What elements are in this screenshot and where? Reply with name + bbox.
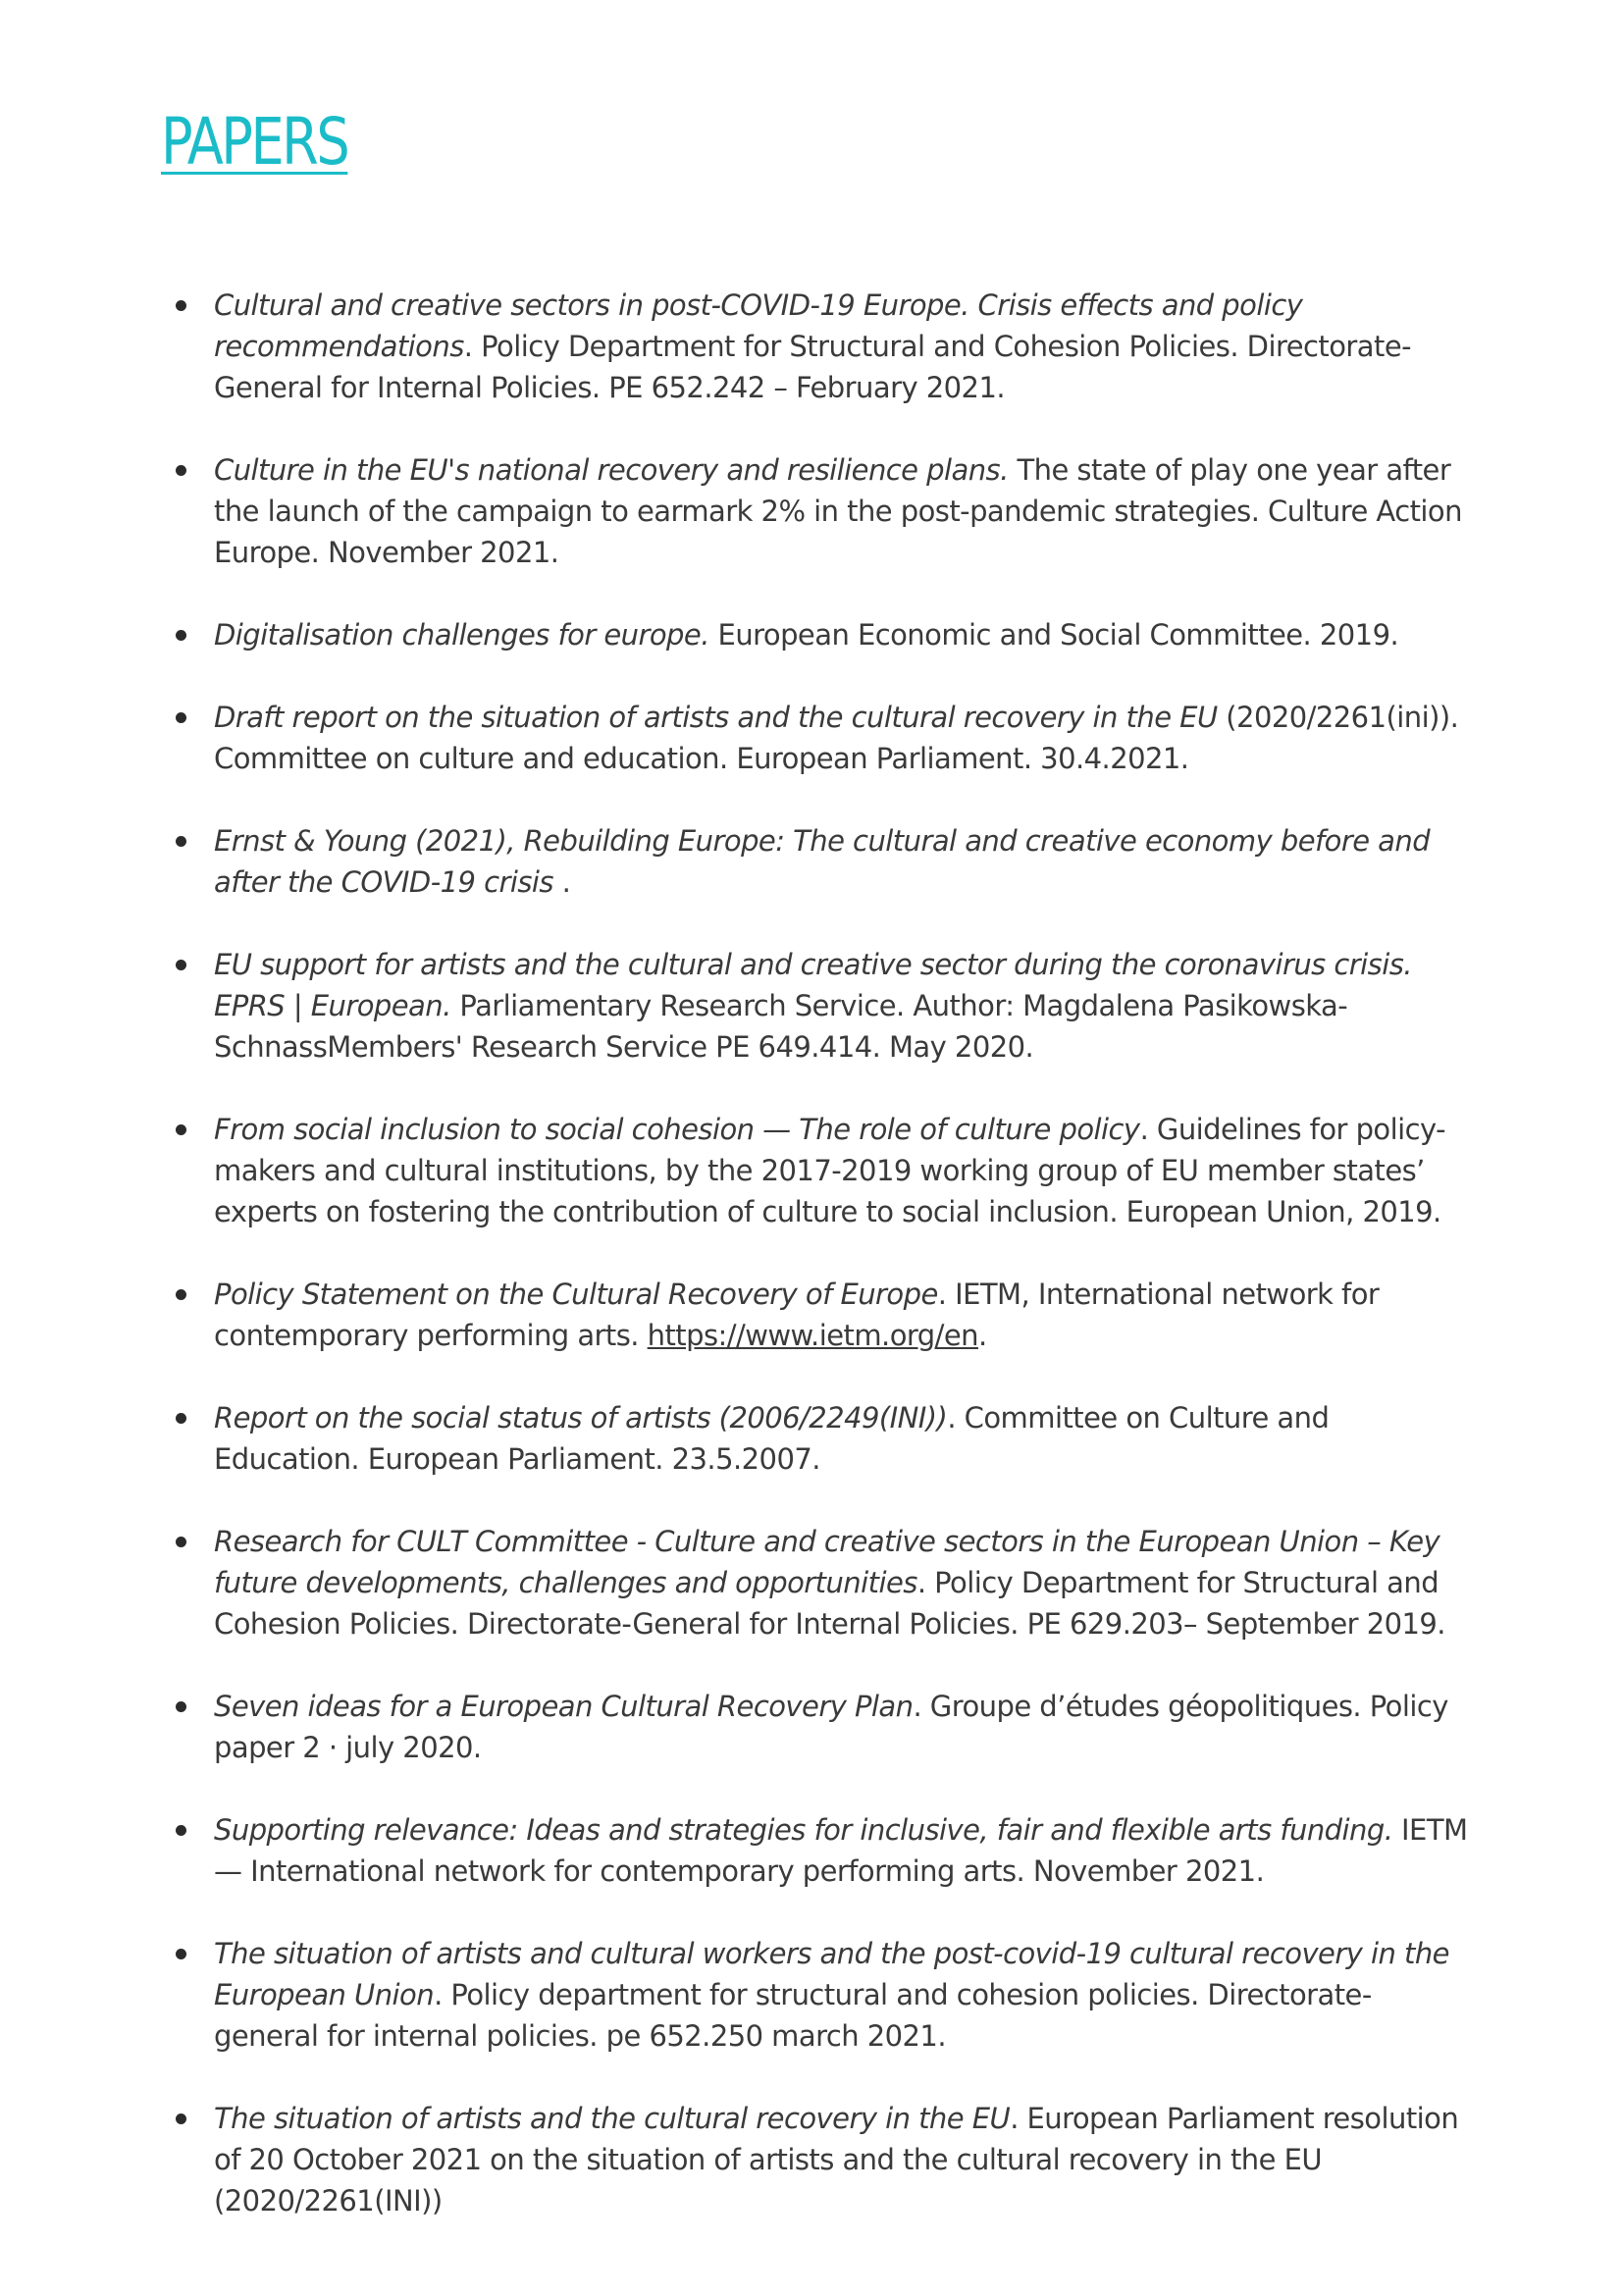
reference-item bbox=[167, 1809, 1472, 1892]
reference-details: . Groupe d’études géopolitiques. Policy paper 2 · july 2020. bbox=[214, 1690, 1448, 1764]
reference-item bbox=[167, 697, 1472, 779]
bullet-icon bbox=[176, 300, 186, 311]
reference-details: . Policy department for structural and cohesion policies. Directorate-general for internal policies. pe 652.250 march 2021. bbox=[214, 1978, 1372, 2053]
reference-details: European Economic and Social Committee. 2019. bbox=[708, 618, 1399, 652]
reference-trailing-text: . bbox=[977, 1319, 987, 1352]
reference-details: . Policy Department for Structural and Cohesion Policies. Directorate-General for Internal Policies. PE 629.203– September 2019. bbox=[214, 1566, 1445, 1641]
bullet-icon bbox=[176, 1949, 186, 1959]
reference-title: Draft report on the situation of artists and the cultural recovery in the EU bbox=[214, 701, 1218, 734]
bullet-icon bbox=[176, 1124, 186, 1135]
page-title[interactable] bbox=[161, 104, 348, 180]
reference-title: From social inclusion to social cohesion — The role of culture policy bbox=[214, 1113, 1140, 1146]
reference-item bbox=[167, 1397, 1472, 1480]
reference-item bbox=[167, 449, 1472, 573]
reference-details: Parliamentary Research Service. Author: Magdalena Pasikowska-SchnassMembers' Research Service PE 649.414. May 2020. bbox=[214, 989, 1348, 1064]
reference-details: . Committee on Culture and Education. European Parliament. 23.5.2007. bbox=[214, 1401, 1330, 1476]
reference-details: IETM — International network for contemporary performing arts. November 2021. bbox=[214, 1813, 1468, 1888]
reference-title: The situation of artists and cultural workers and the post-covid-19 cultural recovery in the European Union bbox=[214, 1937, 1449, 2011]
bullet-icon bbox=[176, 465, 186, 476]
reference-details: . Policy Department for Structural and Cohesion Policies. Directorate-General for Internal Policies. PE 652.242 – February 2021. bbox=[214, 330, 1412, 404]
reference-details: . Guidelines for policy-makers and cultural institutions, by the 2017-2019 working group of EU member states’ experts on fostering the contribution of culture to social inclusion. European Union, 2019. bbox=[214, 1113, 1446, 1228]
reference-link[interactable]: https://www.ietm.org/en bbox=[647, 1319, 978, 1352]
bullet-icon bbox=[176, 630, 186, 641]
reference-details: The state of play one year after the launch of the campaign to earmark 2% in the post-pandemic strategies. Culture Action Europe. November 2021. bbox=[214, 453, 1462, 569]
reference-item bbox=[167, 820, 1472, 903]
reference-title: The situation of artists and the cultural recovery in the EU bbox=[214, 2102, 1011, 2135]
reference-title: Supporting relevance: Ideas and strategies for inclusive, fair and flexible arts funding. bbox=[214, 1813, 1393, 1847]
reference-item bbox=[167, 1109, 1472, 1232]
reference-details: . European Parliament resolution of 20 October 2021 on the situation of artists and the cultural recovery in the EU (2020/2261(INI)) bbox=[214, 2102, 1459, 2218]
reference-title: Ernst & Young (2021), Rebuilding Europe: The cultural and creative economy before and after the COVID-19 crisis bbox=[214, 824, 1431, 899]
bullet-icon bbox=[176, 712, 186, 723]
reference-item bbox=[167, 1521, 1472, 1644]
papers-heading-link[interactable]: PAPERS bbox=[161, 104, 348, 180]
reference-title: Seven ideas for a European Cultural Recovery Plan bbox=[214, 1690, 914, 1723]
reference-title: Report on the social status of artists (2006/2249(INI)) bbox=[214, 1401, 948, 1435]
references-list bbox=[167, 285, 1472, 2263]
bullet-icon bbox=[176, 1825, 186, 1836]
reference-details: (2020/2261(ini)). Committee on culture and education. European Parliament. 30.4.2021. bbox=[214, 701, 1459, 775]
bullet-icon bbox=[176, 960, 186, 970]
bullet-icon bbox=[176, 1413, 186, 1424]
bullet-icon bbox=[176, 1701, 186, 1712]
bullet-icon bbox=[176, 836, 186, 847]
reference-title: EU support for artists and the cultural and creative sector during the coronavirus crisis. EPRS | European. bbox=[214, 948, 1412, 1022]
reference-item bbox=[167, 1274, 1472, 1356]
reference-title: Culture in the EU's national recovery and resilience plans. bbox=[214, 453, 1009, 487]
reference-details: . IETM, International network for contemporary performing arts. bbox=[214, 1278, 1380, 1352]
reference-title: Policy Statement on the Cultural Recovery of Europe bbox=[214, 1278, 938, 1311]
reference-item bbox=[167, 1686, 1472, 1768]
reference-item bbox=[167, 614, 1472, 655]
bullet-icon bbox=[176, 1289, 186, 1300]
reference-item bbox=[167, 2098, 1472, 2221]
reference-item bbox=[167, 944, 1472, 1068]
reference-title: Digitalisation challenges for europe. bbox=[214, 618, 709, 652]
reference-item bbox=[167, 1933, 1472, 2057]
reference-title: Research for CULT Committee - Culture and creative sectors in the European Union – Key future developments, challenges and opportunities bbox=[214, 1525, 1440, 1599]
bullet-icon bbox=[176, 2113, 186, 2124]
reference-item bbox=[167, 285, 1472, 408]
bullet-icon bbox=[176, 1537, 186, 1547]
reference-title: Cultural and creative sectors in post-COVID-19 Europe. Crisis effects and policy recommendations bbox=[214, 288, 1303, 363]
reference-details: . bbox=[552, 865, 571, 899]
